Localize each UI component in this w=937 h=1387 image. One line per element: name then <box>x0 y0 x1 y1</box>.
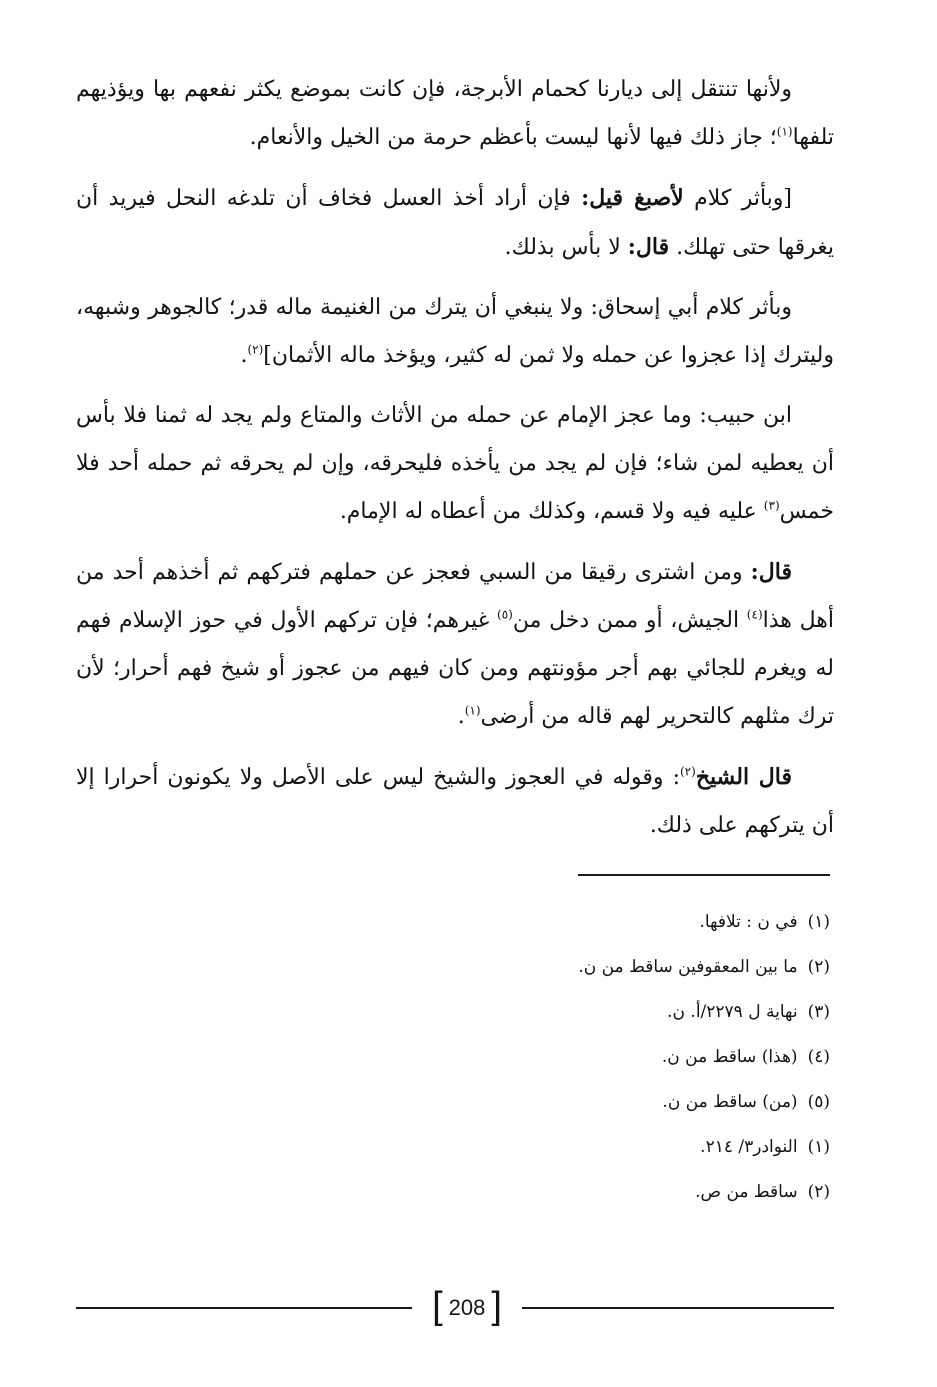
paragraph <box>76 66 834 162</box>
text-run: غيرهم؛ فإن تركهم الأول في حوز الإسلام فهم له ويغرم للجائي بهم أجر مؤونتهم ومن كان فيهم من عجوز أو شيخ فهم أحرار؛ لأن ترك مثلهم كالتحرير لهم قاله من أرضى <box>76 608 834 729</box>
page-number-open-bracket: [ <box>432 1285 443 1327</box>
footnote-ref: (٢) <box>679 764 696 779</box>
bold-keyword: قال الشيخ <box>695 764 792 790</box>
footnote-number: (٢) <box>807 1182 830 1202</box>
footnote-text: (هذا) ساقط من ن. <box>661 1047 798 1067</box>
bold-keyword: قال: <box>750 559 792 585</box>
text-run: ابن حبيب: وما عجز الإمام عن حمله من الأثاث والمتاع ولم يجد له ثمنا فلا بأس أن يعطيه لمن شاء؛ فإن لم يجد من يأخذه فليحرقه، وإن لم يحرقه ثم حمله أحد فلا خمس <box>76 403 834 524</box>
paragraph <box>76 284 834 380</box>
footnote-number: (١) <box>807 1137 830 1157</box>
footnote-text: في ن : تلافها. <box>699 912 798 932</box>
text-run: : وقوله في العجوز والشيخ ليس على الأصل ولا يكونون أحرارا إلا أن يتركهم على ذلك. <box>76 765 834 838</box>
footnote-number: (٣) <box>807 1002 830 1022</box>
page-number: 208 <box>448 1295 486 1320</box>
text-run: فإن أراد أخذ العسل فخاف أن تلدغه النحل فيريد أن يغرقها حتى تهلك. <box>76 186 834 260</box>
footnote-number: (٤) <box>807 1047 830 1067</box>
footnote-ref: (٢) <box>247 342 264 357</box>
footer-rule-right <box>522 1307 834 1309</box>
paragraph <box>76 174 834 272</box>
footnote-item <box>400 990 830 1035</box>
page-footer <box>76 1284 834 1332</box>
footnote-item <box>400 1125 830 1170</box>
footnote-item <box>400 900 830 945</box>
footnote-text: (من) ساقط من ن. <box>662 1092 798 1112</box>
page-number-close-bracket: ] <box>491 1285 502 1327</box>
footnote-number: (٢) <box>807 957 830 977</box>
text-run: . <box>457 704 465 729</box>
footnotes-block <box>400 900 830 1215</box>
main-text-block <box>76 66 834 862</box>
text-run: الجيش، أو ممن دخل من <box>512 608 747 633</box>
footnote-ref: (١) <box>464 703 481 718</box>
footnote-ref: (٣) <box>763 498 780 513</box>
footnote-text: نهاية ل ٢٢٧٩/أ. ن. <box>667 1002 798 1022</box>
text-run: [وبأثر كلام <box>683 186 792 211</box>
footnote-text: النوادر٣/ ٢١٤. <box>700 1137 798 1157</box>
text-run: وبأثر كلام أبي إسحاق: ولا ينبغي أن يترك من الغنيمة ماله قدر؛ كالجوهر وشبهه، وليترك إذا عجزوا عن حمله ولا ثمن له كثير، ويؤخذ ماله الأثمان] <box>76 295 834 368</box>
text-run: ولأنها تنتقل إلى ديارنا كحمام الأبرجة، فإن كانت بموضع يكثر نفعهم بها ويؤذيهم تلفها <box>76 77 834 150</box>
bold-keyword: قال: <box>627 234 670 260</box>
footnote-ref: (١) <box>776 124 793 139</box>
text-run: لا بأس بذلك. <box>504 235 628 260</box>
footnote-number: (٥) <box>807 1092 830 1112</box>
text-run: عليه فيه ولا قسم، وكذلك من أعطاه له الإمام. <box>339 499 764 524</box>
footnote-item <box>400 945 830 990</box>
text-run: . <box>240 343 248 368</box>
bold-keyword: لأصبغ قيل: <box>581 185 684 211</box>
footnote-item <box>400 1170 830 1215</box>
footnote-ref: (٤) <box>746 607 763 622</box>
text-run: ومن اشترى رقيقا من السبي فعجز عن حملهم فتركهم ثم أخذهم أحد من أهل هذا <box>76 560 834 633</box>
footer-rule-left <box>76 1307 412 1309</box>
footnote-separator <box>578 874 830 876</box>
footnote-text: ساقط من ص. <box>695 1182 798 1202</box>
page-number-box <box>412 1284 522 1332</box>
text-run: ؛ جاز ذلك فيها لأنها ليست بأعظم حرمة من الخيل والأنعام. <box>249 125 777 150</box>
footnote-ref: (٥) <box>497 607 513 622</box>
paragraph <box>76 548 834 741</box>
footnote-item <box>400 1035 830 1080</box>
paragraph <box>76 392 834 536</box>
paragraph <box>76 753 834 850</box>
footnote-text: ما بين المعقوفين ساقط من ن. <box>578 957 798 977</box>
footnote-item <box>400 1080 830 1125</box>
footnote-number: (١) <box>807 912 830 932</box>
